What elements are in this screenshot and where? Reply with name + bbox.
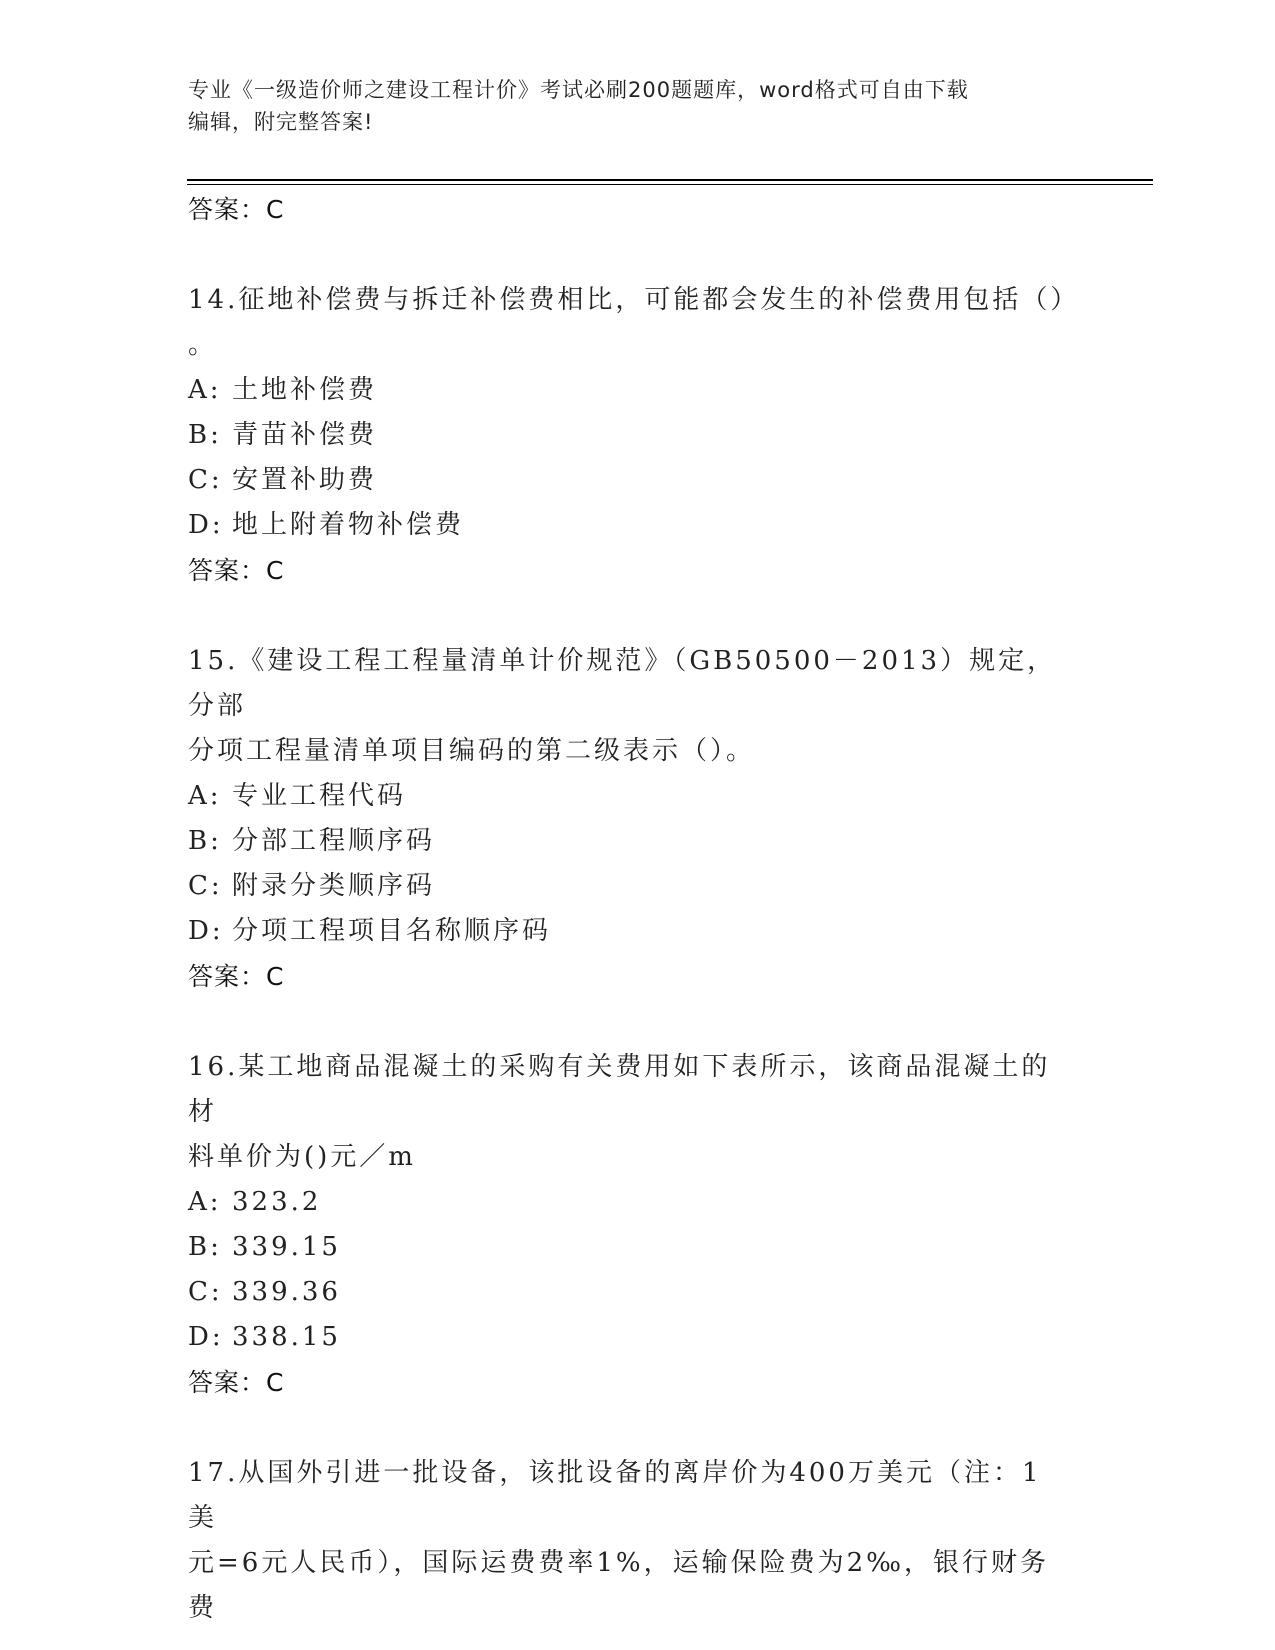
option-letter: A:	[188, 1187, 222, 1217]
option-letter: A:	[188, 781, 222, 811]
option-text: 分项工程项目名称顺序码	[232, 916, 552, 946]
option-letter: B:	[188, 420, 222, 450]
option-text: 附录分类顺序码	[232, 871, 436, 901]
header-divider-thick	[187, 179, 1153, 181]
question-text-line: 。	[188, 330, 218, 360]
question-16	[188, 1045, 1088, 1405]
question-17	[188, 1451, 1088, 1631]
question-14	[188, 278, 1088, 593]
option-letter: C:	[188, 1277, 223, 1307]
option-c	[188, 864, 1088, 909]
option-text: 339.15	[232, 1232, 341, 1262]
option-text: 分部工程顺序码	[232, 826, 436, 856]
option-text: 土地补偿费	[232, 375, 378, 405]
question-text-line: 元=6元人民币），国际运费费率1%，运输保险费为2‰，银行财务费	[188, 1548, 1050, 1623]
option-letter: C:	[188, 465, 223, 495]
question-15	[188, 639, 1088, 999]
option-text: 338.15	[232, 1322, 341, 1352]
option-b	[188, 819, 1088, 864]
option-text: 青苗补偿费	[232, 420, 378, 450]
option-text: 安置补助费	[232, 465, 378, 495]
question-text-line: 16.某工地商品混凝土的采购有关费用如下表所示，该商品混凝土的材	[188, 1052, 1051, 1127]
option-text: 专业工程代码	[232, 781, 407, 811]
option-text: 323.2	[232, 1187, 322, 1217]
content-area	[188, 187, 1088, 1631]
document-header	[188, 74, 1088, 138]
option-c	[188, 458, 1088, 503]
option-a	[188, 774, 1088, 819]
option-letter: B:	[188, 826, 222, 856]
question-text-line: 分项工程量清单项目编码的第二级表示（）。	[188, 736, 756, 766]
question-text-line: 14.征地补偿费与拆迁补偿费相比，可能都会发生的补偿费用包括（）	[188, 285, 1080, 315]
option-letter: A:	[188, 375, 222, 405]
option-a	[188, 1180, 1088, 1225]
option-letter: D:	[188, 1322, 224, 1352]
answer-line-13: 答案：C	[188, 195, 285, 224]
option-d	[188, 909, 1088, 954]
option-text: 地上附着物补偿费	[232, 510, 465, 540]
option-letter: D:	[188, 510, 224, 540]
question-text-line: 料单价为()元／m	[188, 1142, 416, 1172]
option-d	[188, 503, 1088, 548]
option-b	[188, 413, 1088, 458]
option-b	[188, 1225, 1088, 1270]
option-a	[188, 368, 1088, 413]
question-text-line: 17.从国外引进一批设备，该批设备的离岸价为400万美元（注：1美	[188, 1458, 1042, 1533]
answer-line: 答案：C	[188, 556, 285, 585]
header-divider-thin	[187, 184, 1153, 185]
option-text: 339.36	[232, 1277, 341, 1307]
question-text-line: 15.《建设工程工程量清单计价规范》（GB50500－2013）规定，分部	[188, 646, 1057, 721]
option-letter: C:	[188, 871, 223, 901]
option-c	[188, 1270, 1088, 1315]
option-letter: B:	[188, 1232, 222, 1262]
option-d	[188, 1315, 1088, 1360]
header-line-2: 编辑，附完整答案!	[188, 110, 374, 134]
header-line-1: 专业《一级造价师之建设工程计价》考试必刷200题题库，word格式可自由下载	[188, 78, 969, 102]
option-letter: D:	[188, 916, 224, 946]
answer-line: 答案：C	[188, 1368, 285, 1397]
answer-line: 答案：C	[188, 962, 285, 991]
